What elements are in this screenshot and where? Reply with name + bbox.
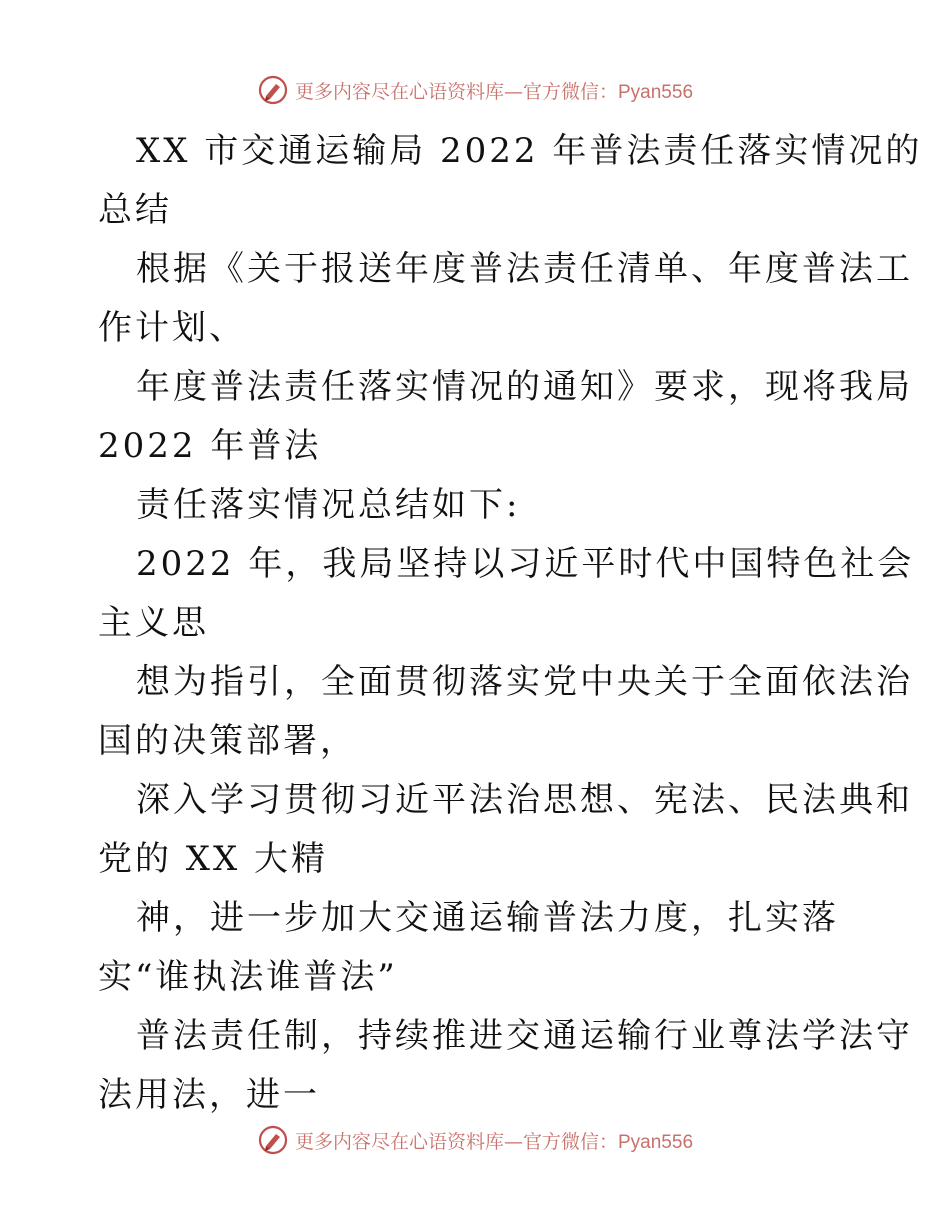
paragraph-line: 党的 XX 大精 — [98, 839, 329, 879]
wechat-id: Pyan556 — [618, 81, 694, 103]
wechat-id: Pyan556 — [618, 1131, 694, 1153]
header-watermark-banner — [0, 70, 950, 110]
paragraph-line: 年度普法责任落实情况的通知》要求，现将我局 — [136, 367, 913, 407]
pen-circle-logo-icon — [257, 1124, 289, 1156]
watermark-caption: 更多内容尽在心语资料库—官方微信： — [294, 80, 618, 103]
paragraph-line: 深入学习贯彻习近平法治思想、宪法、民法典和 — [136, 780, 913, 820]
paragraph-line: 神，进一步加大交通运输普法力度，扎实落 — [136, 898, 839, 938]
watermark-text — [295, 1127, 693, 1154]
document-body — [98, 122, 923, 1125]
paragraph-line: 作计划、 — [98, 308, 246, 348]
paragraph-line: 国的决策部署， — [98, 721, 357, 761]
paragraph-line: 2022 年，我局坚持以习近平时代中国特色社会 — [136, 544, 915, 584]
paragraph-line: 根据《关于报送年度普法责任清单、年度普法工 — [136, 249, 913, 289]
paragraph-line: 实“谁执法谁普法” — [98, 957, 398, 997]
paragraph-line: 2022 年普法 — [98, 426, 322, 466]
paragraph-line: 责任落实情况总结如下: — [136, 485, 521, 525]
watermark-caption: 更多内容尽在心语资料库—官方微信： — [294, 1130, 618, 1153]
title-line-1: XX 市交通运输局 2022 年普法责任落实情况的 — [136, 131, 923, 171]
footer-watermark-banner — [0, 1120, 950, 1160]
pen-circle-logo-icon — [257, 74, 289, 106]
title-line-2: 总结 — [98, 190, 172, 230]
paragraph-line: 主义思 — [98, 603, 209, 643]
paragraph-line: 想为指引，全面贯彻落实党中央关于全面依法治 — [136, 662, 913, 702]
watermark-text — [295, 77, 693, 104]
paragraph-line: 法用法，进一 — [98, 1075, 320, 1115]
paragraph-line: 普法责任制，持续推进交通运输行业尊法学法守 — [136, 1016, 913, 1056]
